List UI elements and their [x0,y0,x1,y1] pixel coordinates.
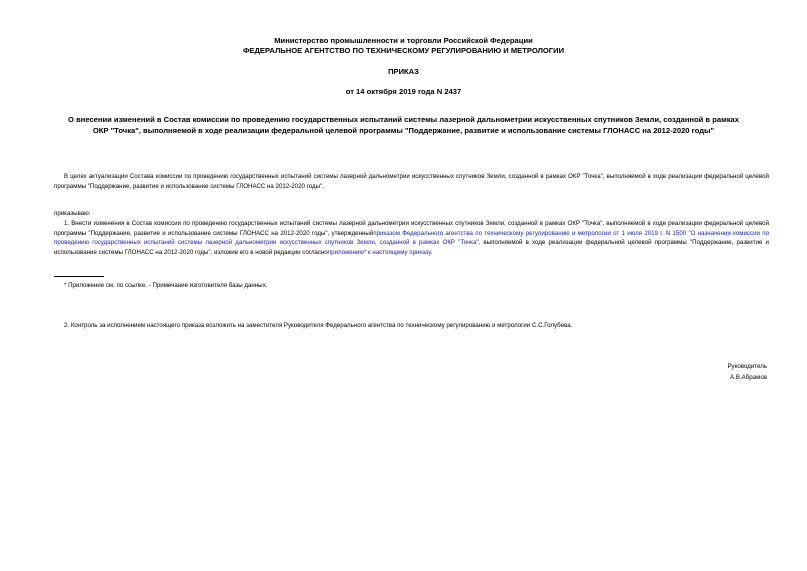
footnote-separator [54,276,104,277]
agency-heading: ФЕДЕРАЛЬНОЕ АГЕНТСТВО ПО ТЕХНИЧЕСКОМУ РЕГУЛИРОВАНИЮ И МЕТРОЛОГИИ [242,46,565,55]
order-1500-link[interactable]: приказом Федерального агентства по техническому регулированию и метрологии от 1 июля 2019 г. N 1500 "О назначении комиссии по проведению государственных испытаний системы лазерной дальнометрии искусственных спутников Земли, созданной в рамках ОКР "Точка", [54,229,769,246]
document-date: от 14 октября 2019 года N 2437 [345,87,462,96]
order-word: приказываю: [54,210,91,217]
document-title: О внесении изменений в Состав комиссии по проведению государственных испытаний системы лазерной дальнометрии искусственных спутников Земли, созданной в рамках ОКР "Точка", выполняемой в ходе реализации федеральной целевой программы "Поддержание, развитие и использование системы ГЛОНАСС на 2012-2020 годы" [68,115,739,135]
item-2-paragraph: 2. Контроль за исполнением настоящего приказа возложить на заместителя Руководителя Федерального агентства по техническому регулированию и метрологии С.С.Голубева. [64,322,573,329]
item-1-text-middle: выполняемой в ходе реализации федеральной целевой программы "Поддержание, развитие и использование системы ГЛОНАСС на 2012-2020 годы", изложив его в новой редакции согласно [54,239,769,256]
signature-position: Руководитель [727,363,767,370]
signature-name: А.В.Абрамов [730,374,767,381]
item-1-text-before: 1. Внести изменения в Состав комиссии по проведению государственных испытаний системы лазерной дальнометрии искусственных спутников Земли, созданной в рамках ОКР "Точка", выполняемой в ходе реализации федеральной целевой программы "Поддержание, развитие и использование системы ГЛОНАСС на 2012-2020 годы", утвержденный [54,220,769,237]
document-type: ПРИКАЗ [388,67,419,76]
ministry-heading: Министерство промышленности и торговли Российской Федерации [274,36,533,45]
item-1-paragraph [54,219,769,257]
footnote: * Приложение см. по ссылке. - Примечание изготовителя базы данных. [64,282,268,289]
preamble-paragraph: В целях актуализации Состава комиссии по проведению государственных испытаний системы лазерной дальнометрии искусственных спутников Земли, созданной в рамках ОКР "Точка", выполняемой в ходе реализации федеральной целевой программы "Поддержание, развитие и использование системы ГЛОНАСС на 2012-2020 годы", [54,173,769,190]
item-1-text-after: . [430,248,433,256]
appendix-link[interactable]: приложению* к настоящему приказу [327,248,431,256]
